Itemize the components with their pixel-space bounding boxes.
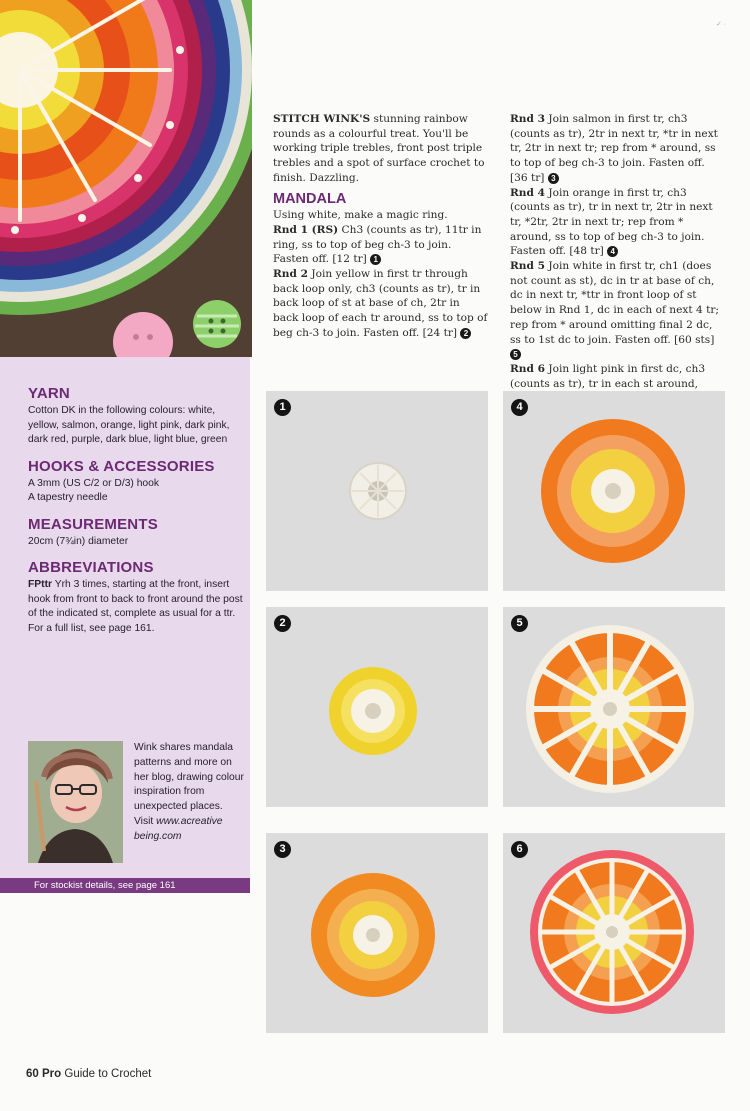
step-photo-4 (503, 391, 725, 591)
author-portrait (28, 741, 123, 863)
step-photo-6 (503, 833, 725, 1033)
publication-title: Guide to Crochet (64, 1068, 152, 1080)
text-column-right (510, 112, 722, 391)
round-5: Rnd 5 Join white in first tr, ch1 (does not count as st), dc in tr at base of ch, dc in next tr, *ttr in front loop of st below in Rnd 1, dc in each of next 4 tr; rep from * around omitting final 2 dc, ss to 1st dc to join. Fasten off. [60 sts] 5 (510, 260, 719, 360)
brand-name: Pro (42, 1068, 62, 1080)
step-ref-badge: 3 (548, 173, 559, 184)
page-number: 60 (26, 1068, 39, 1080)
sidebar-content (28, 385, 243, 646)
step-number: 2 (274, 615, 291, 632)
hooks-heading: HOOKS & ACCESSORIES (28, 457, 215, 475)
page-footer (26, 1068, 151, 1080)
yarn-heading: YARN (28, 385, 70, 402)
step-number: 6 (511, 841, 528, 858)
step-6-image (503, 833, 725, 1033)
full-list-note: For a full list, see page 161. (28, 622, 155, 634)
author-box (28, 741, 243, 863)
intro-paragraph (273, 112, 488, 186)
mandala-hero-photo (0, 0, 252, 357)
abbreviations-text: FPttr Yrh 3 times, starting at the front, insert hook from front to back to front around the post of the indicated st, complete as usual for a ttr. For a full list, see page 161. (28, 579, 243, 634)
intro-text: stunning rainbow rounds as a colourful treat. You'll be working triple trebles, front post triple trebles and a spot of surface crochet to finish. Dazzling. (273, 113, 485, 184)
author-bio: Wink shares mandala patterns and more on her blog, drawing colour inspiration from unexpected places. Visit www.acreative being.com (134, 742, 244, 842)
step-2-image (266, 607, 488, 807)
step-photo-5 (503, 607, 725, 807)
step-photo-3 (266, 833, 488, 1033)
stockist-bar: For stockist details, see page 161 (0, 878, 250, 893)
mandala-hero-image (0, 0, 252, 357)
step-5-image (503, 607, 725, 807)
step-3-image (266, 833, 488, 1033)
blog-url[interactable]: www.acreative being.com (134, 815, 223, 842)
measurements-text: 20cm (7¾in) diameter (28, 535, 129, 547)
step-ref-badge: 4 (607, 246, 618, 257)
round-6: Rnd 6 Join light pink in first dc, ch3 (counts as tr), tr in each st around, (510, 362, 706, 390)
round-1: Rnd 1 (RS) Ch3 (counts as tr), 11tr in ring, ss to top of beg ch-3 to join. Fasten off. [12 tr] 1 (273, 223, 482, 266)
step-number: 1 (274, 399, 291, 416)
mandala-heading: MANDALA (273, 190, 347, 207)
step-number: 5 (511, 615, 528, 632)
step-ref-badge: 2 (460, 328, 471, 339)
author-photo (28, 741, 123, 863)
step-number: 4 (511, 399, 528, 416)
intro-lead: STITCH WINK'S (273, 113, 371, 125)
round-2: Rnd 2 Join yellow in first tr through back loop only, ch3 (counts as tr), tr in back loop of st at base of ch, 2tr in back loop of each tr around, ss to top of beg ch-3 to join. Fasten off. [24 tr] 2 (273, 268, 488, 339)
materials-sidebar (0, 357, 250, 892)
text-column-left (273, 112, 488, 341)
measurements-heading: MEASUREMENTS (28, 515, 158, 533)
round-3: Rnd 3 Join salmon in first tr, ch3 (counts as tr), 2tr in next tr, *tr in next tr, 2tr in next tr; rep from * around, ss to top of beg ch-3 to join. Fasten off. [36 tr] 3 (510, 113, 718, 184)
yarn-text: Cotton DK in the following colours: white, yellow, salmon, orange, light pink, dark pink, dark red, purple, dark blue, light blue, green (28, 405, 230, 445)
step-photo-1 (266, 391, 488, 591)
abbreviations-heading: ABBREVIATIONS (28, 559, 154, 576)
corner-mark: ✓ · (716, 21, 727, 28)
step-photo-2 (266, 607, 488, 807)
step-1-image (266, 391, 488, 591)
hooks-text: A 3mm (US C/2 or D/3) hook A tapestry needle (28, 477, 160, 503)
step-ref-badge: 1 (370, 254, 381, 265)
round-4: Rnd 4 Join orange in first tr, ch3 (counts as tr), tr in next tr, 2tr in next tr, *2tr, 2tr in next tr; rep from * around, ss to top of beg ch-3 to join. Fasten off. [48 tr] 4 (510, 186, 713, 258)
mandala-intro: Using white, make a magic ring. (273, 209, 448, 222)
step-4-image (503, 391, 725, 591)
step-number: 3 (274, 841, 291, 858)
step-ref-badge: 5 (510, 349, 521, 360)
